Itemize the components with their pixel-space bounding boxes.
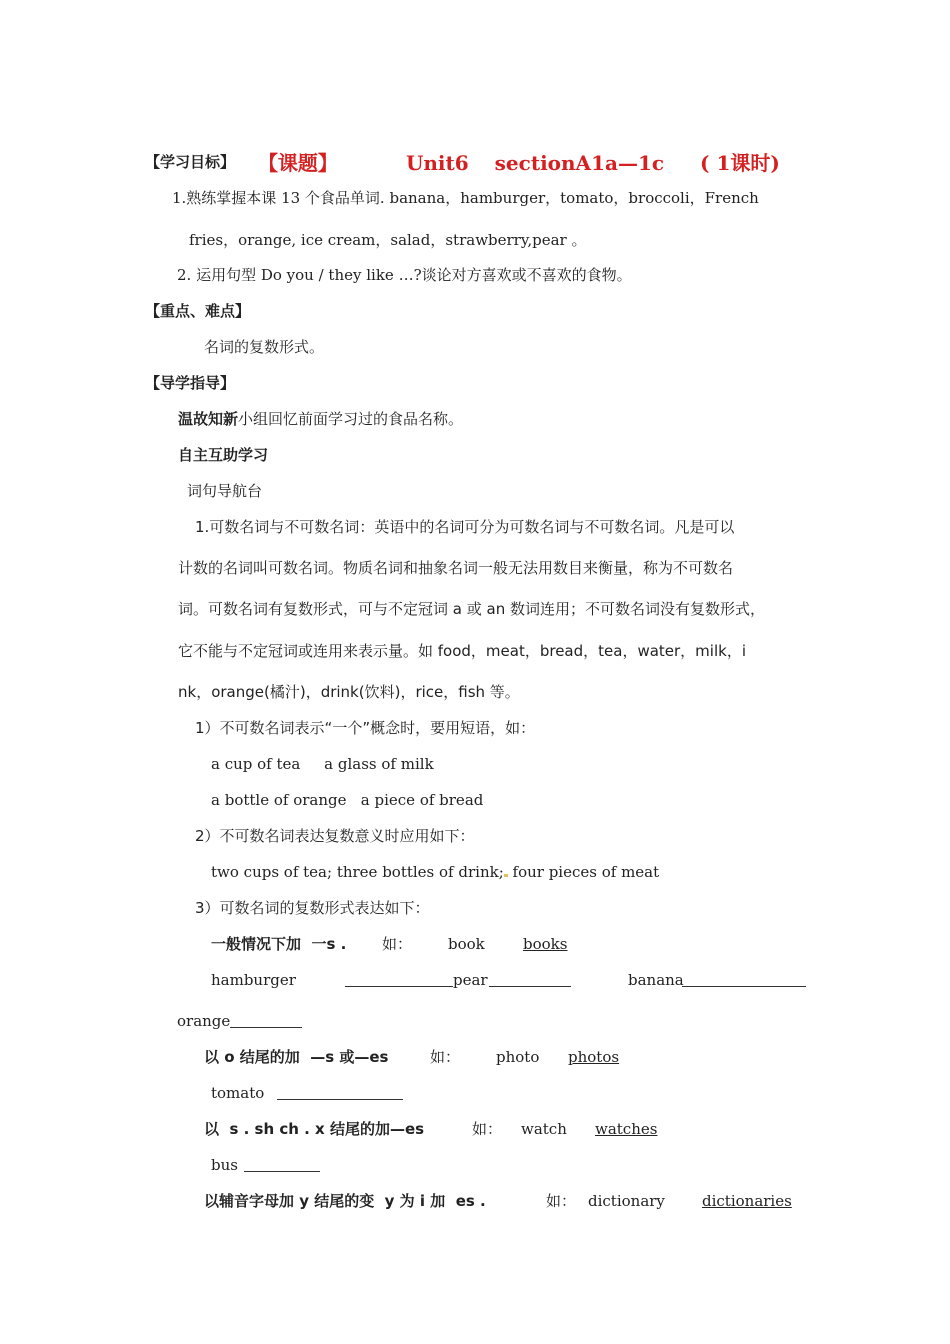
paragraph-line: 它不能与不定冠词或连用来表示量。如 food，meat，bread，tea，water，milk，i bbox=[178, 642, 746, 660]
o-rule-ru: 如： bbox=[430, 1048, 461, 1066]
answer-blank[interactable] bbox=[277, 1084, 403, 1100]
guide-heading: 【导学指导】 bbox=[145, 374, 236, 392]
objectives-heading: 【学习目标】 bbox=[145, 153, 236, 171]
rule-2-example bbox=[211, 862, 659, 882]
rule-1-example-1: a cup of tea a glass of milk bbox=[211, 755, 434, 773]
review-label: 温故知新 bbox=[178, 410, 239, 428]
objective-1-line-2: fries，orange, ice cream，salad，strawberry,pear 。 bbox=[189, 231, 587, 249]
rule-2-example-a: two cups of tea; three bottles of drink; bbox=[211, 863, 504, 881]
review-line bbox=[178, 409, 463, 429]
rule-1: 1）不可数名词表示“一个”概念时，要用短语，如： bbox=[195, 719, 536, 737]
paragraph-line: 计数的名词叫可数名词。物质名词和抽象名词一般无法用数目来衡量，称为不可数名 bbox=[178, 559, 734, 577]
o-rule-word: photo bbox=[496, 1048, 540, 1066]
y-rule-ru: 如： bbox=[546, 1192, 577, 1210]
answer-blank[interactable] bbox=[682, 971, 806, 987]
title-unit: Unit6 bbox=[405, 151, 469, 175]
objective-2: 2. 运用句型 Do you / they like …?谈论对方喜欢或不喜欢的食物。 bbox=[177, 266, 632, 284]
s-rule-ru: 如： bbox=[472, 1120, 503, 1138]
paragraph-line: 词。可数名词有复数形式，可与不定冠词 a 或 an 数词连用；不可数名词没有复数形式， bbox=[178, 600, 765, 618]
s-rule-label: 以 s . sh ch . x 结尾的加—es bbox=[204, 1120, 425, 1138]
review-text: 小组回忆前面学习过的食品名称。 bbox=[238, 410, 464, 428]
general-rule-ru: 如： bbox=[382, 935, 413, 953]
general-exercise-4: orange bbox=[177, 1012, 231, 1030]
answer-blank[interactable] bbox=[345, 971, 453, 987]
y-rule-label: 以辅音字母加 y 结尾的变 y 为 i 加 es . bbox=[204, 1192, 486, 1210]
s-rule-answer: watches bbox=[595, 1120, 658, 1138]
title-label: 【课题】 bbox=[257, 151, 338, 175]
general-exercise-2: pear bbox=[453, 971, 488, 989]
answer-blank[interactable] bbox=[244, 1156, 320, 1172]
rule-2: 2）不可数名词表达复数意义时应用如下： bbox=[195, 827, 475, 845]
answer-blank[interactable] bbox=[230, 1012, 302, 1028]
vocab-nav-heading: 词句导航台 bbox=[187, 482, 263, 500]
s-rule-word: watch bbox=[521, 1120, 567, 1138]
paragraph-line: nk，orange(橘汁)，drink(饮料)，rice，fish 等。 bbox=[178, 683, 520, 701]
general-rule-word: book bbox=[448, 935, 485, 953]
title-period: ( 1课时) bbox=[700, 151, 780, 175]
general-rule-label: 一般情况下加 一s . bbox=[211, 935, 347, 953]
lesson-title bbox=[244, 124, 780, 176]
o-exercise-1: tomato bbox=[211, 1084, 265, 1102]
answer-blank[interactable] bbox=[489, 971, 571, 987]
self-study-heading: 自主互助学习 bbox=[178, 446, 269, 464]
general-exercise-3: banana bbox=[628, 971, 684, 989]
o-rule-label: 以 o 结尾的加 —s 或—es bbox=[204, 1048, 389, 1066]
title-section: sectionA1a—1c bbox=[494, 151, 665, 175]
rule-1-example-2: a bottle of orange a piece of bread bbox=[211, 791, 484, 809]
objective-1-line-1: 1.熟练掌握本课 13 个食品单词. banana，hamburger，tomato，broccoli，French bbox=[172, 189, 759, 207]
o-rule-answer: photos bbox=[568, 1048, 620, 1066]
y-rule-word: dictionary bbox=[588, 1192, 665, 1210]
key-points-text: 名词的复数形式。 bbox=[204, 338, 325, 356]
paragraph-line: 1.可数名词与不可数名词：英语中的名词可分为可数名词与不可数名词。凡是可以 bbox=[195, 518, 735, 536]
rule-2-example-b: four pieces of meat bbox=[507, 863, 660, 881]
general-exercise-1: hamburger bbox=[211, 971, 296, 989]
key-points-heading: 【重点、难点】 bbox=[145, 302, 251, 320]
rule-3: 3）可数名词的复数形式表达如下： bbox=[195, 899, 430, 917]
general-rule-answer: books bbox=[523, 935, 568, 953]
y-rule-answer: dictionaries bbox=[702, 1192, 792, 1210]
s-exercise-1: bus bbox=[211, 1156, 238, 1174]
